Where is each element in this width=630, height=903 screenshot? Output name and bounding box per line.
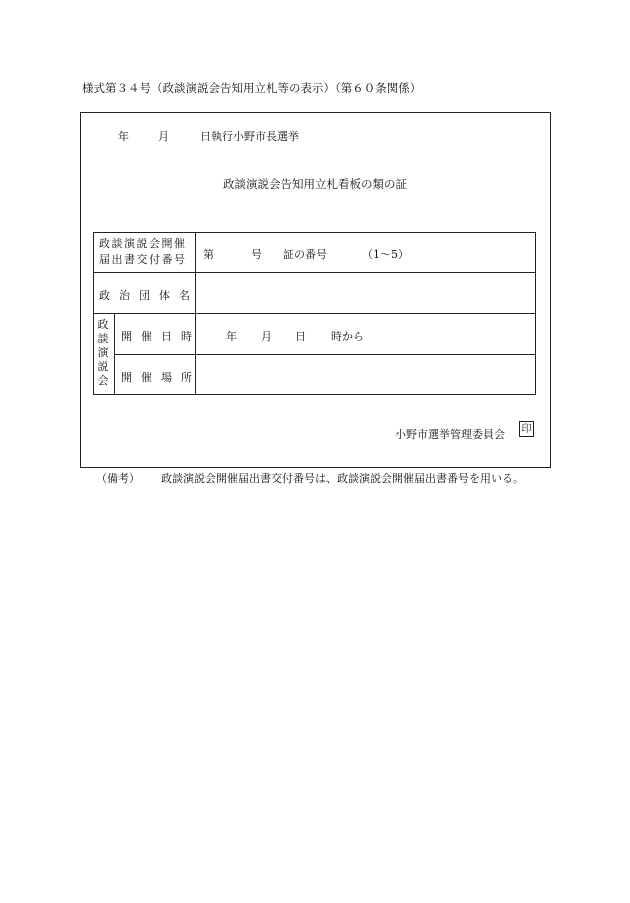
meeting-datetime-label: 開催日時 bbox=[121, 330, 201, 343]
table-rule bbox=[114, 313, 115, 395]
certificate-number-range: （1～5） bbox=[362, 248, 409, 261]
meeting-time: 時から bbox=[331, 330, 364, 343]
issue-number-dai: 第 bbox=[203, 248, 214, 261]
meeting-venue-label: 開催場所 bbox=[121, 371, 201, 384]
table-rule bbox=[114, 354, 536, 355]
date-day-election: 日執行小野市長選挙 bbox=[200, 130, 299, 143]
table-rule bbox=[93, 272, 536, 273]
vertical-char: 会 bbox=[97, 374, 109, 387]
certificate-number-label: 証の番号 bbox=[283, 248, 327, 261]
remarks bbox=[96, 470, 524, 486]
date-year: 年 bbox=[118, 130, 129, 143]
issue-number-go: 号 bbox=[251, 248, 262, 261]
vertical-char: 演 bbox=[97, 346, 109, 359]
form-title: 様式第３４号（政談演説会告知用立札等の表示）（第６０条関係） bbox=[82, 81, 422, 95]
speech-meeting-vertical-label bbox=[95, 318, 111, 388]
election-committee-name: 小野市選挙管理委員会 bbox=[395, 428, 505, 441]
meeting-month: 月 bbox=[261, 330, 272, 343]
remarks-text: 政談演説会開催届出書交付番号は、政談演説会開催届出書番号を用いる。 bbox=[161, 472, 524, 485]
meeting-year: 年 bbox=[226, 330, 237, 343]
date-line bbox=[118, 128, 299, 144]
issue-number-label bbox=[99, 236, 187, 268]
date-month: 月 bbox=[158, 130, 169, 143]
seal-box: 印 bbox=[519, 421, 534, 437]
issue-number-label-line1: 政談演説会開催 bbox=[99, 237, 187, 250]
issue-number-label-line2: 届出書交付番号 bbox=[99, 253, 187, 266]
meeting-day: 日 bbox=[295, 330, 306, 343]
vertical-char: 説 bbox=[97, 360, 109, 373]
vertical-char: 政 bbox=[97, 318, 109, 331]
political-group-label: 政治団体名 bbox=[99, 289, 199, 302]
table-rule bbox=[93, 313, 536, 314]
document-heading: 政談演説会告知用立札看板の類の証 bbox=[223, 177, 407, 191]
remarks-label: （備考） bbox=[96, 472, 140, 485]
vertical-char: 談 bbox=[97, 332, 109, 345]
